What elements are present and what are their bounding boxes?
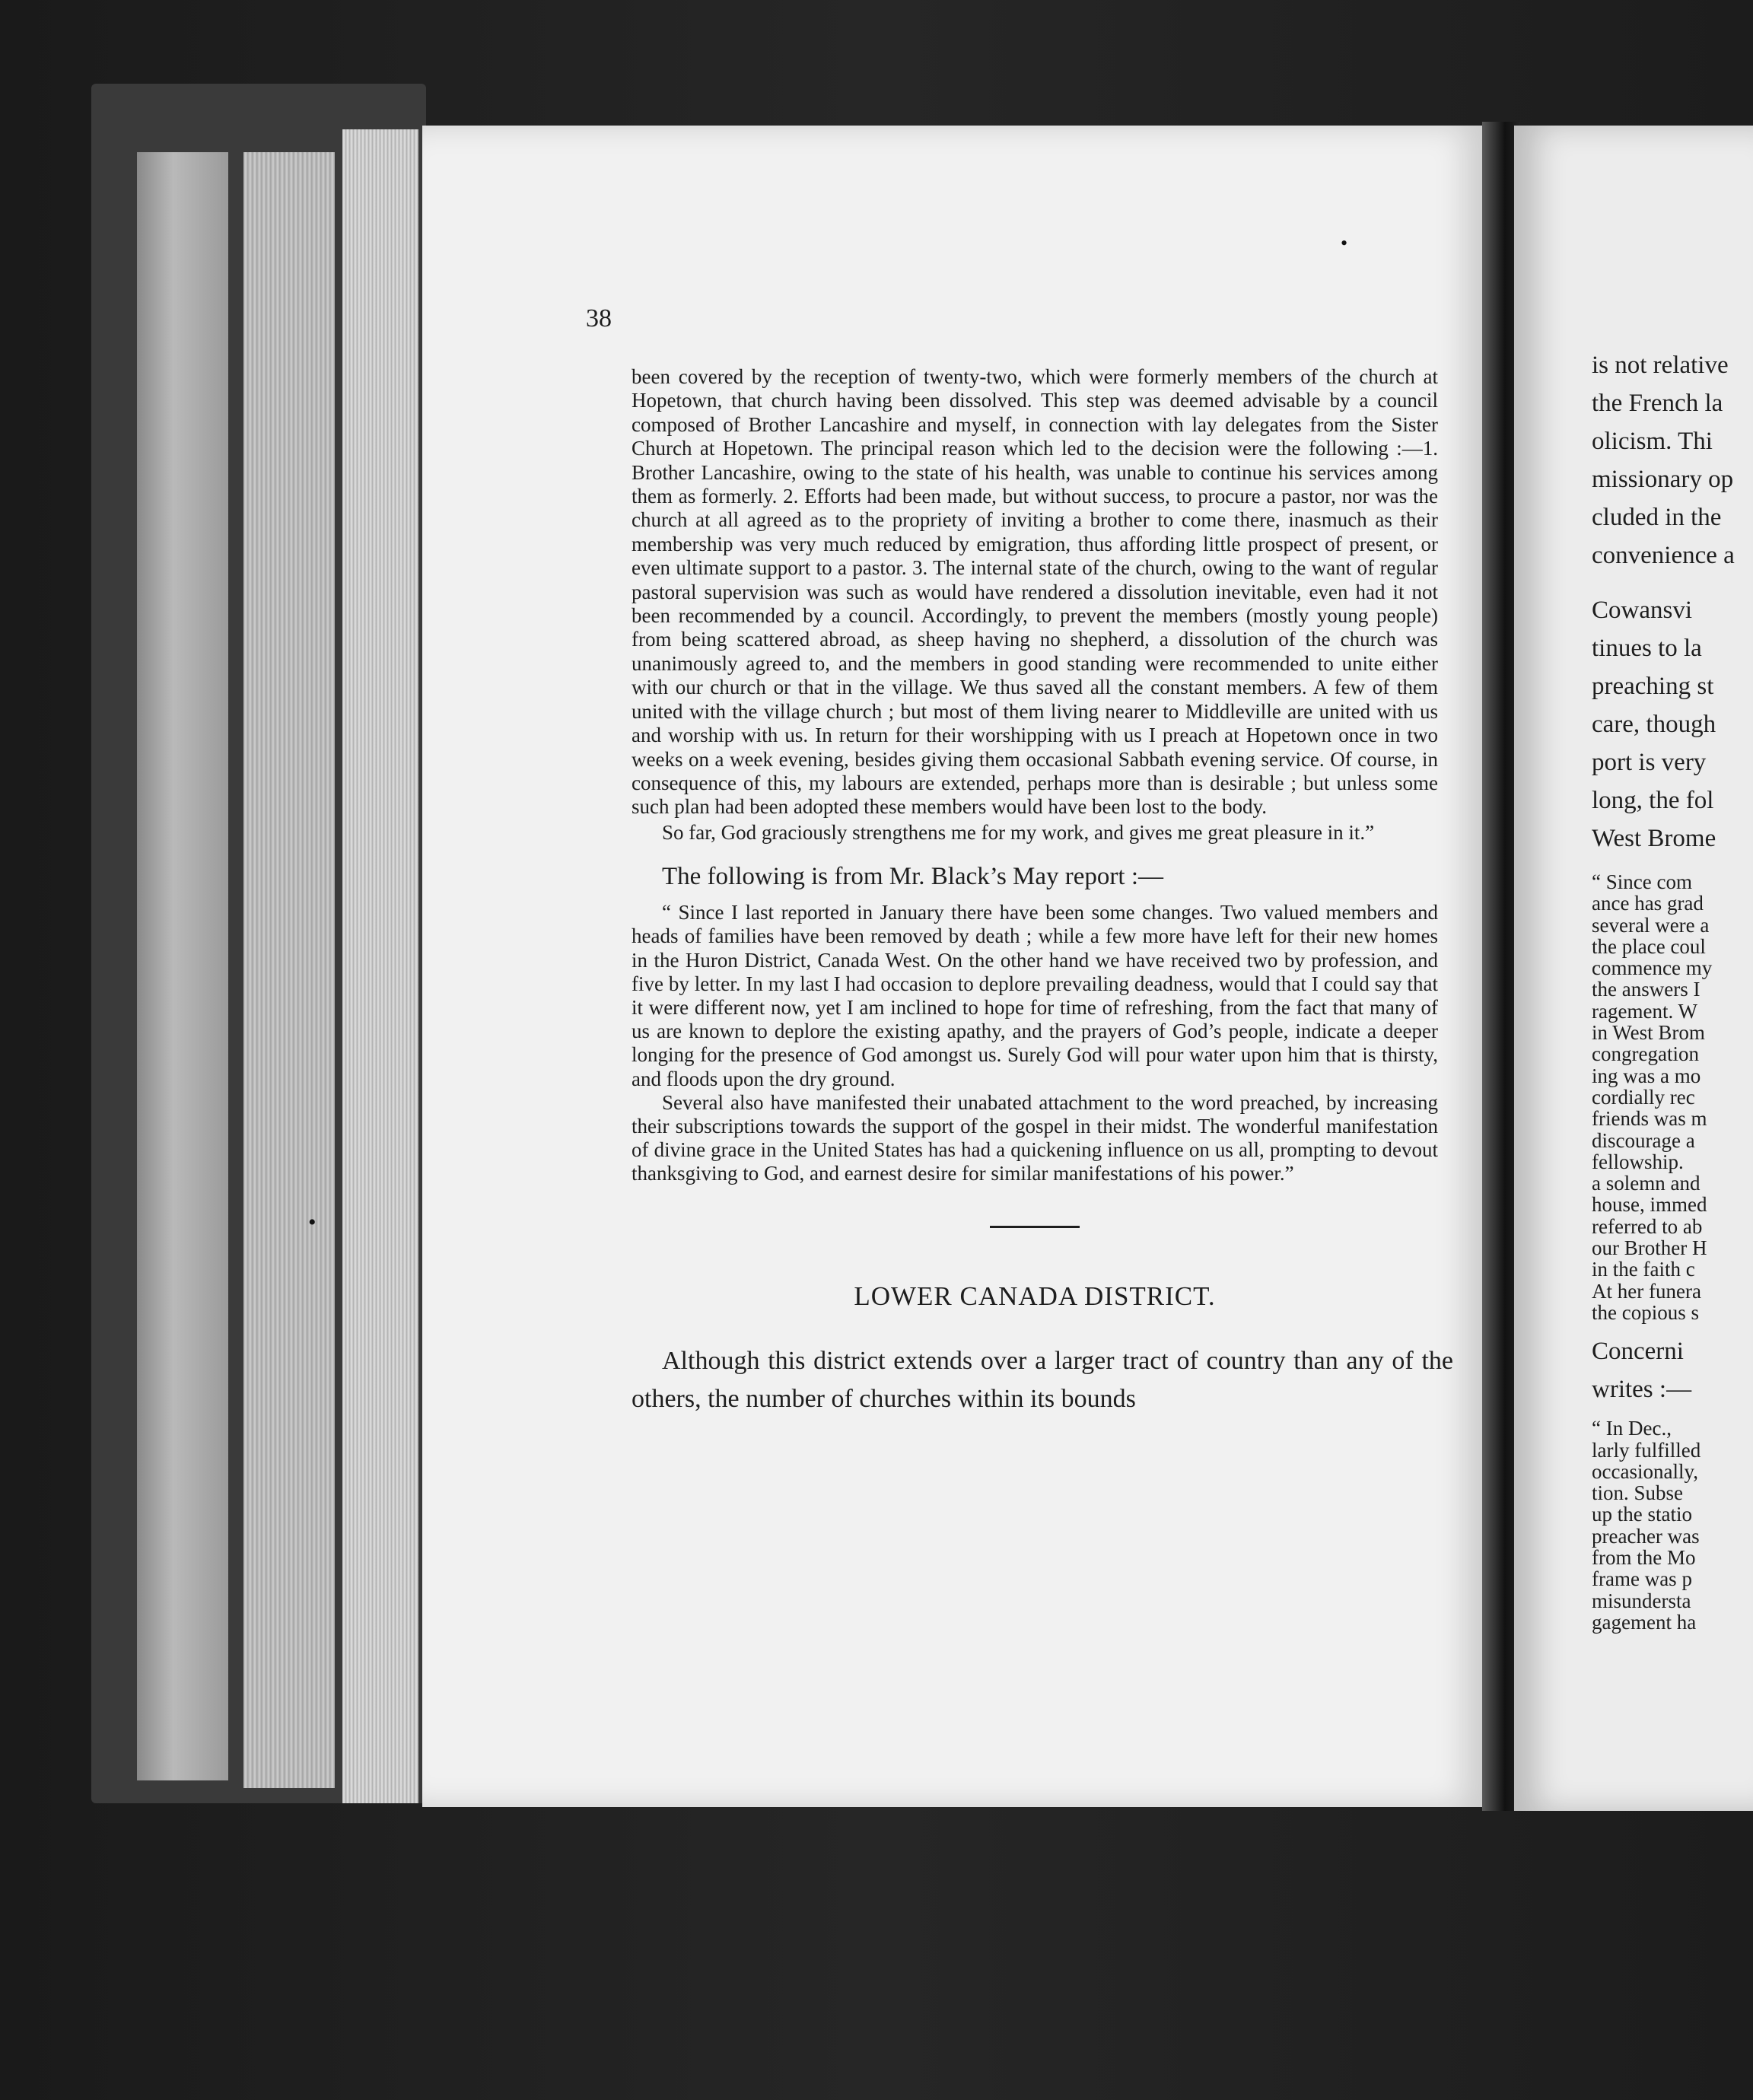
right-page-line: the copious s (1592, 1300, 1699, 1324)
right-page-line: ragement. W (1592, 999, 1697, 1023)
right-page-line: referred to ab (1592, 1214, 1703, 1238)
spacer (1592, 858, 1753, 871)
right-page-line: misundersta (1592, 1589, 1691, 1612)
right-page-line: preaching st (1592, 673, 1714, 700)
right-page-line: writes :— (1592, 1376, 1692, 1404)
right-page-line: congregation (1592, 1042, 1699, 1066)
right-page-line: up the statio (1592, 1503, 1692, 1526)
right-page-line: “ In Dec., (1592, 1417, 1672, 1440)
right-page-line: West Brome (1592, 825, 1716, 852)
right-page-line: fellowship. (1592, 1150, 1684, 1173)
right-page-line: frame was p (1592, 1567, 1692, 1591)
right-page-line: Concerni (1592, 1338, 1684, 1366)
right-page-line: the answers I (1592, 978, 1701, 1001)
section-heading: LOWER CANADA DISTRICT. (854, 1281, 1216, 1311)
right-page-line: in the faith c (1592, 1258, 1695, 1281)
right-page-line: is not relative (1592, 352, 1729, 379)
report-intro-line: The following is from Mr. Black’s May report :— (662, 863, 1163, 891)
right-page-line: olicism. Thi (1592, 428, 1713, 455)
right-page-line: port is very (1592, 749, 1707, 776)
ink-speck: • (1341, 232, 1348, 254)
right-page-line: friends was m (1592, 1107, 1707, 1131)
right-page-line: gagement ha (1592, 1610, 1697, 1634)
left-page-text (632, 365, 1453, 1418)
right-page-line: cordially rec (1592, 1085, 1695, 1109)
right-page-line: care, though (1592, 711, 1716, 738)
right-page-line: ing was a mo (1592, 1064, 1701, 1087)
right-page-line: tion. Subse (1592, 1481, 1684, 1505)
page-edges-inner (342, 129, 418, 1803)
right-page-line: long, the fol (1592, 787, 1714, 814)
right-page-line: discourage a (1592, 1128, 1695, 1152)
right-page-line: preacher was (1592, 1524, 1700, 1548)
body-paragraph: been covered by the reception of twenty-two, which were formerly members of the church at Hopetown, that church having been dissolved. This step was deemed advisable by a council composed of Brother Lancashire and myself, in connection with lay delegates from the Sister Church at Hopetown. The principal reason which led to the decision were the following :—1. Brother Lancashire, owing to the state of his health, was unable to continue his services among them as formerly. 2. Efforts had been made, but without success, to procure a pastor, nor was the church at all agreed as to the propriety of inviting a brother to come there, inasmuch as their membership was very much reduced by emigration, thus affording little prospect of present, or even ultimate support to a pastor. 3. The internal state of the church, owing to the want of regular pastoral supervision was such as would have rendered a dissolution inevitable, even had it not been recommended by a council. Accordingly, to prevent the members (mostly young people) from being scattered abroad, as sheep having no shepherd, a dissolution of the church was unanimously agreed to, and the members in good standing were recommended to unite either with our church or that in the village. We thus saved all the constant members. A few of them united with the village church ; but most of them living nearer to Middleville are united with us and worship with us. In return for their worshipping with us I preach at Hopetown once in two weeks on a week evening, besides giving them occasional Sabbath evening service. Of course, in consequence of this, my labours are extended, perhaps more than is desirable ; but unless some such plan had been adopted these members would have been lost to the body. (632, 365, 1438, 819)
right-page-line: from the Mo (1592, 1546, 1696, 1570)
page-edges-outer (137, 152, 228, 1780)
right-page-line: larly fulfilled (1592, 1438, 1701, 1462)
right-page-line: our Brother H (1592, 1236, 1707, 1260)
report-quote: “ Since I last reported in January there have been some changes. Two valued members and heads of families have been removed by death ; while a few more have left for their new homes in the Huron District, Canada West. On the other hand we have received two by profession, and five by letter. In my last I had occasion to deplore prevailing deadness, would that I could say that it were different now, yet I am inclined to hope for time of refreshing, from the fact that many of us are known to deplore the existing apathy, and the prayers of God’s people, indicate a deeper longing for the presence of God amongst us. Surely God will pour water upon him that is thirsty, and floods upon the dry ground. (632, 901, 1438, 1090)
right-page-line: commence my (1592, 956, 1713, 980)
right-page-line: missionary op (1592, 466, 1734, 493)
right-page-line: tinues to la (1592, 635, 1702, 662)
section-paragraph: Although this district extends over a larger tract of country than any of the others, the number of churches within its bounds (632, 1346, 1453, 1413)
right-page-line: in West Brom (1592, 1021, 1705, 1045)
right-page-line: occasionally, (1592, 1459, 1698, 1483)
right-page-line: ance has grad (1592, 892, 1704, 915)
right-page-line: the French la (1592, 390, 1723, 417)
body-paragraph: So far, God graciously strengthens me for my work, and gives me great pleasure in it.” (662, 820, 1375, 844)
page-number: 38 (586, 304, 612, 332)
right-page-line: convenience a (1592, 542, 1735, 569)
right-page-line: a solemn and (1592, 1172, 1701, 1195)
page-edges-middle (243, 152, 335, 1788)
ink-speck: • (308, 1210, 317, 1235)
right-page-text (1592, 346, 1753, 1633)
spacer (1592, 1323, 1753, 1332)
report-quote: Several also have manifested their unabated attachment to the word preached, by increasing their subscriptions towards the support of the gospel in their midst. The wonderful manifestation of divine grace in the United States has had a quickening influence on us all, prompting to devout thanksgiving to God, and earnest desire for similar manifestations of his power.” (632, 1090, 1438, 1185)
section-divider (990, 1226, 1080, 1228)
right-page-line: cluded in the (1592, 504, 1722, 531)
right-page-line: several were a (1592, 913, 1710, 937)
right-page-line: “ Since com (1592, 870, 1692, 893)
right-page-line: At her funera (1592, 1279, 1701, 1303)
right-page-line: Cowansvi (1592, 597, 1692, 624)
right-page-line: house, immed (1592, 1193, 1707, 1217)
book-fore-edge (91, 84, 426, 1803)
right-page-line: the place coul (1592, 934, 1706, 958)
